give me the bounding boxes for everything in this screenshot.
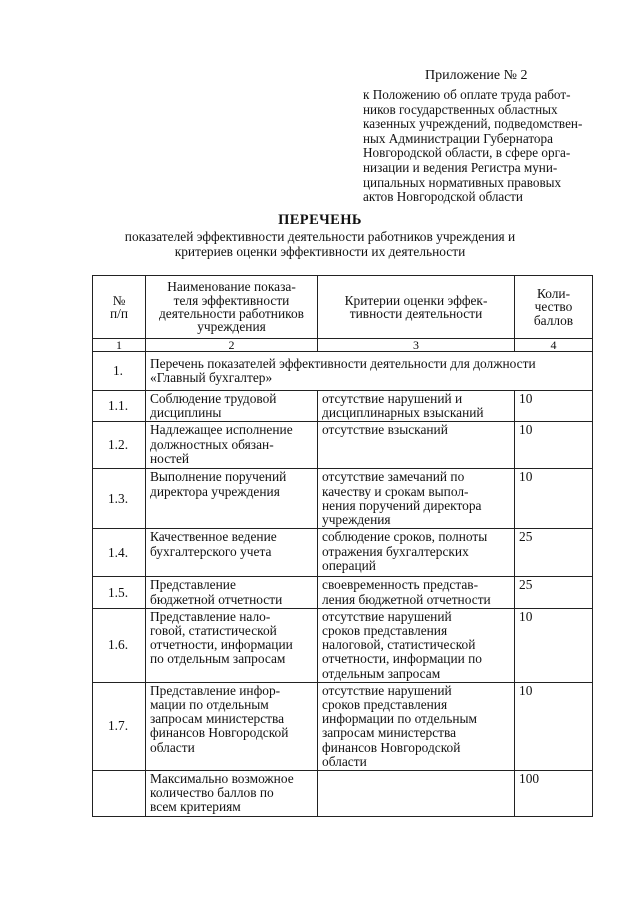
- row-criteria-line: соблюдение сроков, полноты: [322, 529, 488, 545]
- header-num-line: п/п: [109, 306, 129, 321]
- total-points: 100: [515, 771, 593, 817]
- total-num: [93, 771, 146, 817]
- total-label: [146, 771, 318, 817]
- document-subtitle: [0, 230, 640, 259]
- column-number-row: [93, 339, 593, 352]
- row-criteria: [318, 469, 515, 529]
- document-subtitle-line: критериев оценки эффективности их деятельности: [174, 243, 466, 259]
- row-indicator-line: финансов Новгородской: [150, 725, 289, 741]
- total-row: [93, 771, 593, 817]
- regulation-reference: [363, 88, 608, 205]
- row-indicator-line: говой, статистической: [150, 623, 277, 639]
- table-row: [93, 608, 593, 682]
- row-num: 1.2.: [93, 422, 146, 469]
- section-row: [93, 352, 593, 391]
- row-indicator-line: Надлежащее исполнение: [150, 422, 293, 438]
- row-indicator-line: мации по отдельным: [150, 697, 269, 713]
- row-points: 25: [515, 529, 593, 577]
- header-indicator-line: деятельности работников: [158, 306, 304, 321]
- header-indicator: [146, 276, 318, 339]
- row-criteria-line: налоговой, статистической: [322, 637, 476, 653]
- header-indicator-line: Наименование показа-: [167, 279, 296, 295]
- row-indicator: [146, 469, 318, 529]
- row-indicator-line: области: [150, 739, 195, 755]
- header-num-line: №: [112, 292, 126, 308]
- regulation-reference-line: ципальных нормативных правовых: [363, 174, 562, 190]
- header-num: [93, 276, 146, 339]
- row-indicator-line: должностных обязан-: [150, 436, 274, 452]
- row-criteria-line: операций: [322, 557, 376, 573]
- row-criteria-line: отсутствие нарушений: [322, 682, 452, 698]
- row-criteria-line: отсутствие замечаний по: [322, 469, 465, 485]
- regulation-reference-line: к Положению об оплате труда работ-: [363, 87, 571, 102]
- indicators-table: [92, 275, 593, 817]
- section-title: [146, 352, 593, 391]
- row-num: 1.3.: [93, 469, 146, 529]
- row-indicator-line: бухгалтерского учета: [150, 543, 272, 559]
- row-indicator: [146, 682, 318, 770]
- row-criteria: [318, 529, 515, 577]
- row-num: 1.7.: [93, 682, 146, 770]
- regulation-reference-line: низации и ведения Регистра муни-: [363, 159, 558, 175]
- table-header-row: [93, 276, 593, 339]
- row-criteria-line: учреждения: [322, 512, 391, 528]
- table-row: [93, 391, 593, 422]
- row-points: 10: [515, 608, 593, 682]
- row-criteria: [318, 391, 515, 422]
- row-criteria-line: отсутствие нарушений и: [322, 391, 463, 406]
- row-indicator: [146, 608, 318, 682]
- row-num: 1.4.: [93, 529, 146, 577]
- total-label-line: всем критериям: [150, 799, 241, 815]
- row-criteria-line: отдельным запросам: [322, 665, 441, 681]
- row-criteria-line: дисциплинарных взысканий: [322, 405, 484, 421]
- header-indicator-line: теля эффективности: [173, 292, 290, 308]
- table-row: [93, 682, 593, 770]
- row-criteria: [318, 422, 515, 469]
- row-criteria-line: своевременность представ-: [322, 577, 479, 593]
- column-number: 1: [93, 339, 146, 352]
- table-row: [93, 422, 593, 469]
- row-criteria: [318, 577, 515, 608]
- row-criteria: [318, 608, 515, 682]
- section-num: 1.: [93, 352, 146, 391]
- row-criteria-line: качеству и срокам выпол-: [322, 483, 469, 499]
- document-title: ПЕРЕЧЕНЬ: [278, 212, 362, 228]
- row-indicator-line: отчетности, информации: [150, 637, 293, 653]
- header-criteria: [318, 276, 515, 339]
- row-indicator-line: Представление нало-: [150, 608, 271, 624]
- column-number: 4: [515, 339, 593, 352]
- row-criteria-line: области: [322, 753, 367, 769]
- regulation-reference-line: казенных учреждений, подведомствен-: [363, 116, 583, 132]
- row-criteria-line: ления бюджетной отчетности: [322, 591, 491, 607]
- row-num: 1.6.: [93, 608, 146, 682]
- row-points: 10: [515, 682, 593, 770]
- regulation-reference-line: ных Администрации Губернатора: [363, 130, 553, 146]
- table-row: [93, 577, 593, 608]
- column-number: 3: [318, 339, 515, 352]
- row-indicator-line: дисциплины: [150, 405, 222, 421]
- row-num: 1.1.: [93, 391, 146, 422]
- row-criteria: [318, 682, 515, 770]
- table-row: [93, 469, 593, 529]
- header-points: [515, 276, 593, 339]
- row-criteria-line: отчетности, информации по: [322, 651, 482, 667]
- row-indicator-line: Выполнение поручений: [150, 469, 287, 485]
- row-criteria-line: информации по отдельным: [322, 711, 477, 727]
- row-criteria-line: сроков представления: [322, 623, 448, 639]
- row-indicator-line: ностей: [150, 450, 190, 466]
- row-criteria-line: финансов Новгородской: [322, 739, 461, 755]
- total-label-line: количество баллов по: [150, 785, 274, 801]
- column-number: 2: [146, 339, 318, 352]
- row-criteria-line: запросам министерства: [322, 725, 457, 741]
- row-criteria-line: нения поручений директора: [322, 497, 482, 513]
- table-rows: [93, 391, 593, 771]
- regulation-reference-line: актов Новгородской области: [363, 189, 523, 205]
- row-indicator-line: запросам министерства: [150, 711, 285, 727]
- row-indicator-line: Соблюдение трудовой: [150, 391, 277, 406]
- appendix-title: Приложение № 2: [425, 68, 528, 83]
- row-criteria-line: отсутствие взысканий: [322, 422, 448, 438]
- row-points: 10: [515, 391, 593, 422]
- section-title-line: «Главный бухгалтер»: [150, 370, 273, 385]
- row-indicator-line: Представление: [150, 577, 236, 593]
- row-indicator-line: Качественное ведение: [150, 529, 277, 545]
- header-points-line: чество: [534, 299, 573, 315]
- row-points: 10: [515, 469, 593, 529]
- row-criteria-line: сроков представления: [322, 697, 448, 713]
- row-indicator: [146, 577, 318, 608]
- row-points: 25: [515, 577, 593, 608]
- header-indicator-line: учреждения: [197, 319, 266, 335]
- row-criteria-line: отсутствие нарушений: [322, 608, 452, 624]
- row-indicator-line: по отдельным запросам: [150, 651, 286, 667]
- section-title-line: Перечень показателей эффективности деятельности для должности: [150, 355, 536, 371]
- header-points-line: Коли-: [536, 286, 571, 302]
- header-criteria-line: тивности деятельности: [349, 306, 483, 321]
- total-label-line: Максимально возможное: [150, 771, 294, 787]
- row-indicator: [146, 422, 318, 469]
- row-indicator-line: Представление инфор-: [150, 682, 281, 698]
- row-criteria-line: отражения бухгалтерских: [322, 543, 469, 559]
- total-criteria: [318, 771, 515, 817]
- row-indicator: [146, 391, 318, 422]
- row-num: 1.5.: [93, 577, 146, 608]
- document-subtitle-line: показателей эффективности деятельности работников учреждения и: [124, 229, 516, 244]
- header-points-line: баллов: [533, 312, 574, 328]
- regulation-reference-line: ников государственных областных: [363, 101, 558, 117]
- row-indicator-line: бюджетной отчетности: [150, 591, 283, 607]
- row-indicator-line: директора учреждения: [150, 483, 280, 499]
- row-points: 10: [515, 422, 593, 469]
- table-row: [93, 529, 593, 577]
- row-indicator: [146, 529, 318, 577]
- regulation-reference-line: Новгородской области, в сфере орга-: [363, 145, 571, 161]
- header-criteria-line: Критерии оценки эффек-: [344, 292, 488, 308]
